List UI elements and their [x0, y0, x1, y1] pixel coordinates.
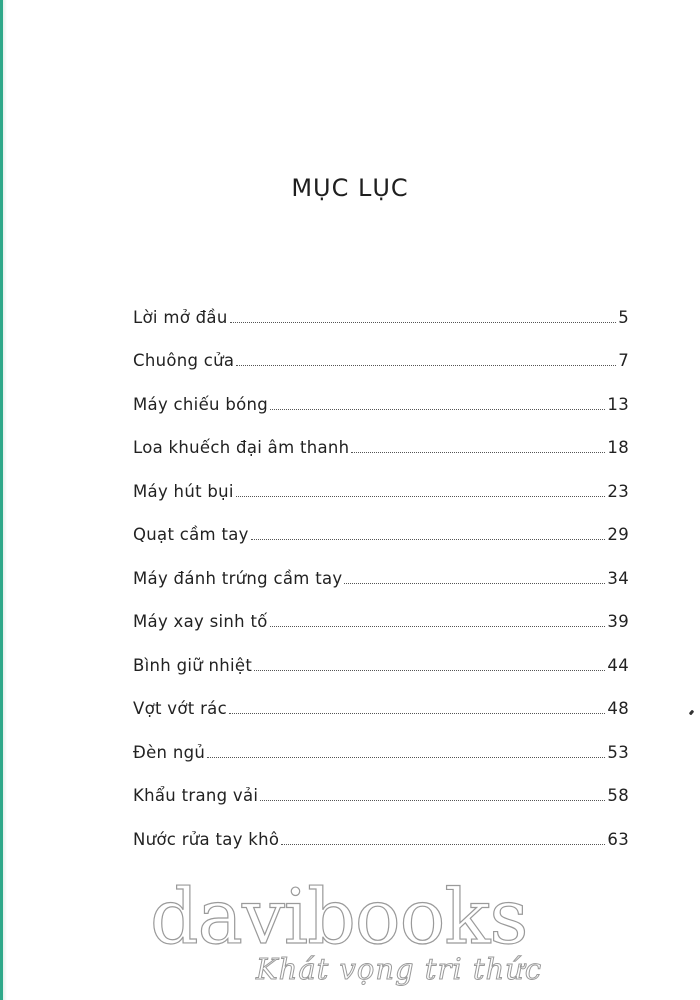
toc-entry-label: Loa khuếch đại âm thanh: [133, 438, 350, 457]
toc-entry: [133, 764, 629, 808]
toc-entry-page: 13: [607, 394, 629, 414]
toc-entry-leader: [229, 713, 605, 714]
toc-entry-page: 7: [618, 351, 629, 370]
toc-entry-leader: [251, 539, 606, 540]
toc-entry-page: 29: [607, 525, 629, 544]
toc-entry-page: 44: [607, 655, 629, 675]
toc-entry-label: Máy xay sinh tố: [133, 612, 268, 631]
toc-entry-label: Máy hút bụi: [133, 481, 234, 501]
toc-entry: [133, 590, 629, 634]
toc-entry-page: 5: [618, 307, 629, 327]
toc-entry-page: 23: [607, 481, 629, 501]
toc-entry: [133, 633, 629, 677]
toc-entry: [133, 372, 629, 416]
page-edge-shadow: [3, 0, 7, 1000]
toc-entry-page: 58: [607, 786, 629, 805]
toc-entry-label: Máy chiếu bóng: [133, 394, 269, 414]
toc-entry-leader: [230, 322, 617, 323]
toc-entry-label: Quạt cầm tay: [133, 525, 249, 544]
toc-entry-page: 39: [607, 612, 629, 631]
toc-entry-page: 34: [607, 568, 629, 588]
toc-entry-page: 63: [607, 829, 629, 849]
table-of-contents: [133, 285, 629, 851]
toc-entry-page: 18: [607, 438, 629, 457]
toc-entry-leader: [236, 496, 606, 497]
toc-entry-leader: [344, 583, 605, 584]
toc-entry-label: Vợt vớt rác: [133, 699, 227, 718]
toc-entry-page: 48: [607, 699, 629, 718]
toc-entry: [133, 546, 629, 590]
toc-entry-leader: [270, 626, 606, 627]
paper-speck: [689, 710, 695, 716]
toc-entry-leader: [207, 757, 605, 758]
toc-entry: [133, 329, 629, 373]
toc-entry-label: Máy đánh trứng cầm tay: [133, 568, 343, 588]
toc-entry: [133, 677, 629, 721]
toc-entry: [133, 807, 629, 851]
toc-entry-leader: [260, 800, 605, 801]
watermark-brand: davibooks: [150, 872, 528, 961]
toc-entry: [133, 459, 629, 503]
toc-entry-label: Chuông cửa: [133, 351, 235, 370]
page-title: MỤC LỤC: [291, 174, 409, 202]
toc-entry: [133, 285, 629, 329]
toc-entry-leader: [254, 670, 605, 671]
toc-entry-label: Bình giữ nhiệt: [133, 655, 253, 675]
toc-entry-leader: [236, 365, 616, 366]
toc-entry-label: Đèn ngủ: [133, 742, 206, 762]
toc-entry-leader: [351, 452, 605, 453]
toc-entry-leader: [281, 844, 605, 845]
toc-entry-leader: [270, 409, 605, 410]
toc-entry-page: 53: [607, 742, 629, 762]
toc-entry: [133, 720, 629, 764]
watermark-tagline: Khát vọng tri thức: [256, 952, 543, 986]
toc-entry-label: Lời mở đầu: [133, 307, 228, 327]
toc-entry-label: Khẩu trang vải: [133, 786, 259, 805]
toc-entry-label: Nước rửa tay khô: [133, 829, 280, 849]
toc-entry: [133, 503, 629, 547]
toc-entry: [133, 416, 629, 460]
